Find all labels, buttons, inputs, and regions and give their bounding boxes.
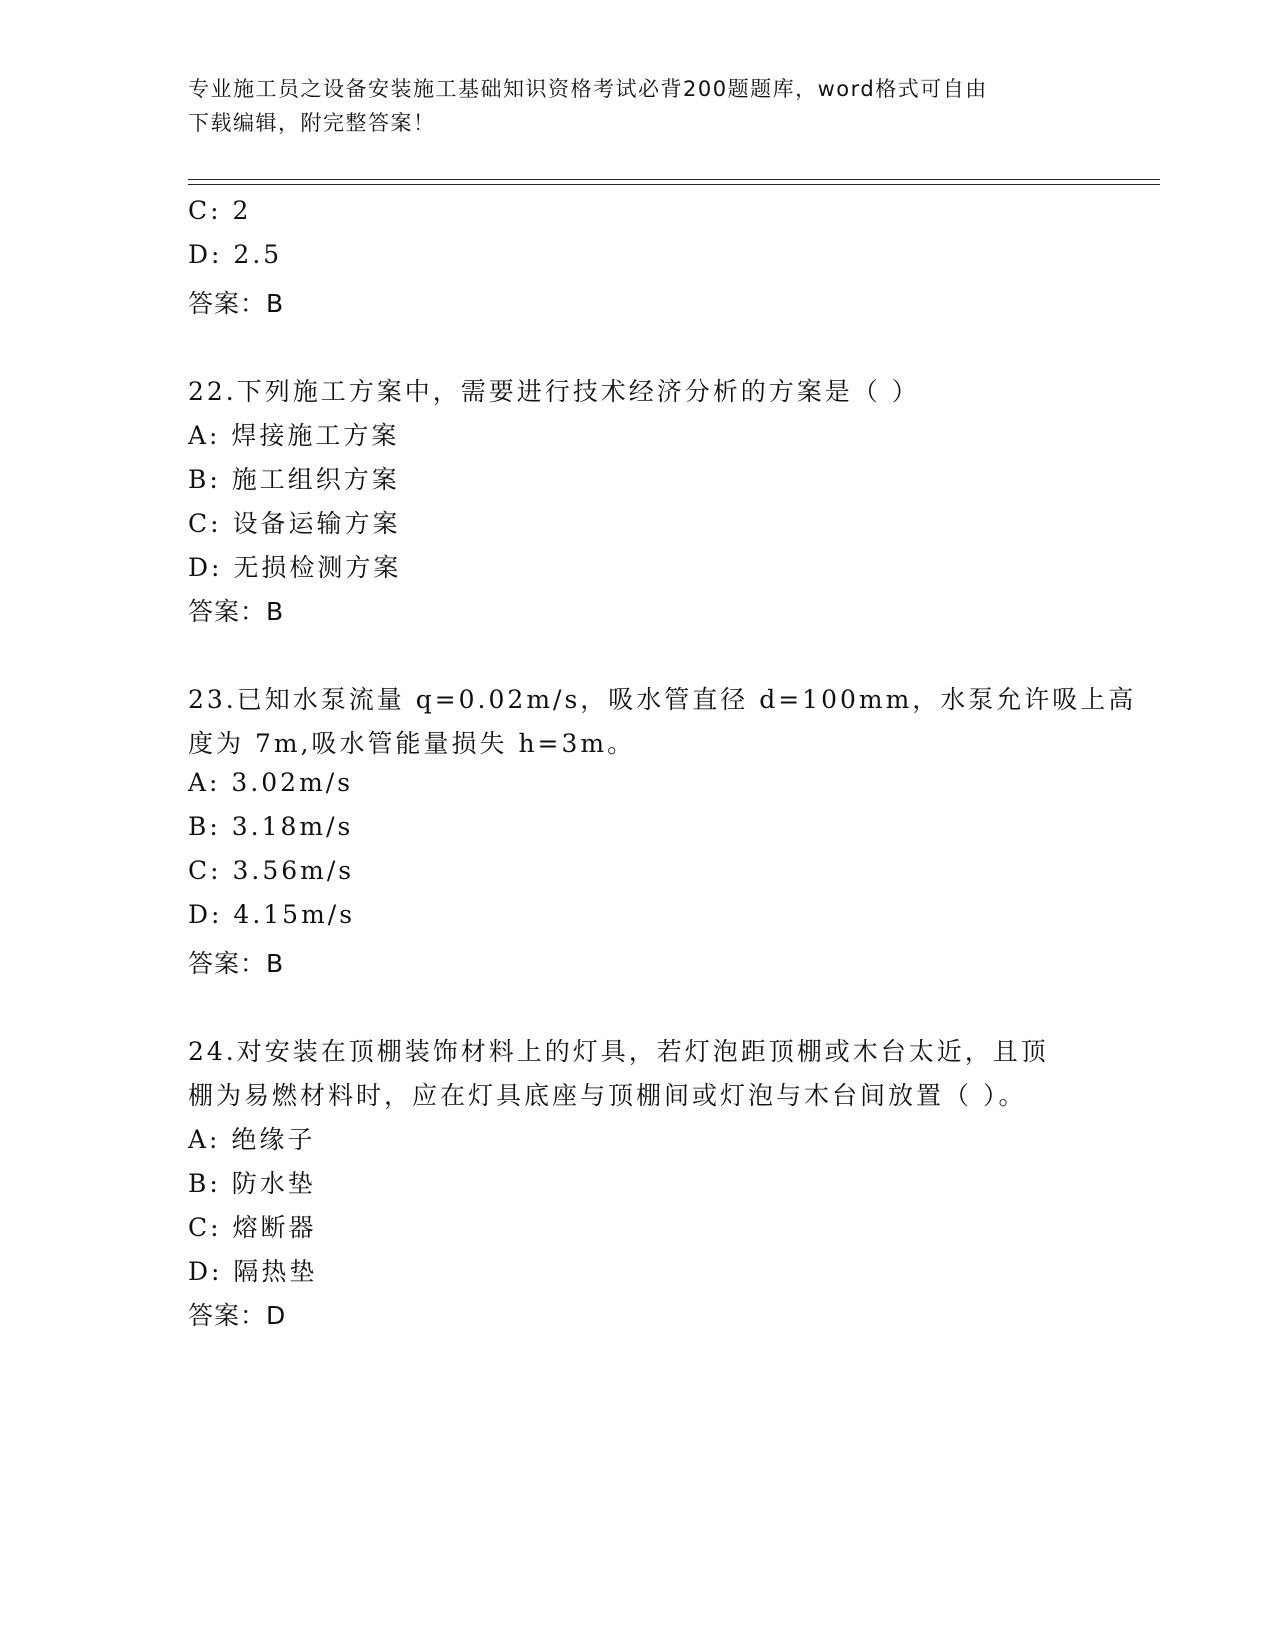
q24-stem-line-1: 24.对安装在顶棚装饰材料上的灯具，若灯泡距顶棚或木台太近，且顶 <box>188 1037 1049 1066</box>
q24-option-c: C: 熔断器 <box>188 1213 317 1242</box>
q22-stem: 22.下列施工方案中，需要进行技术经济分析的方案是（ ） <box>188 377 920 406</box>
q23-option-c: C: 3.56m/s <box>188 856 355 885</box>
q23-option-b: B: 3.18m/s <box>188 812 354 841</box>
q23-option-d: D: 4.15m/s <box>188 900 356 929</box>
q22-option-d: D: 无损检测方案 <box>188 553 402 582</box>
q22-option-a: A: 焊接施工方案 <box>188 421 400 450</box>
q24-answer: 答案：D <box>188 1301 287 1330</box>
q24-option-b: B: 防水垫 <box>188 1169 316 1198</box>
q23-option-a: A: 3.02m/s <box>188 768 354 797</box>
q22-answer: 答案：B <box>188 597 285 626</box>
q22-option-c: C: 设备运输方案 <box>188 509 401 538</box>
q23-stem-line-2: 度为 7m,吸水管能量损失 h=3m。 <box>188 729 636 758</box>
q22-option-b: B: 施工组织方案 <box>188 465 400 494</box>
q21-option-d: D: 2.5 <box>188 240 283 269</box>
q23-stem-line-1: 23.已知水泵流量 q=0.02m/s，吸水管直径 d=100mm，水泵允许吸上高 <box>188 685 1137 714</box>
q23-answer: 答案：B <box>188 949 285 978</box>
q24-stem-line-2: 棚为易燃材料时，应在灯具底座与顶棚间或灯泡与木台间放置（ ）。 <box>188 1081 1027 1110</box>
document-header <box>188 72 1088 140</box>
header-line-2: 下载编辑，附完整答案！ <box>188 111 436 135</box>
q21-answer: 答案：B <box>188 289 285 318</box>
q24-option-a: A: 绝缘子 <box>188 1125 316 1154</box>
header-divider-bottom <box>188 184 1160 185</box>
header-divider-top <box>188 179 1160 180</box>
q21-option-c: C: 2 <box>188 196 252 225</box>
header-line-1: 专业施工员之设备安装施工基础知识资格考试必背200题题库，word格式可自由 <box>188 77 988 101</box>
q24-option-d: D: 隔热垫 <box>188 1257 318 1286</box>
